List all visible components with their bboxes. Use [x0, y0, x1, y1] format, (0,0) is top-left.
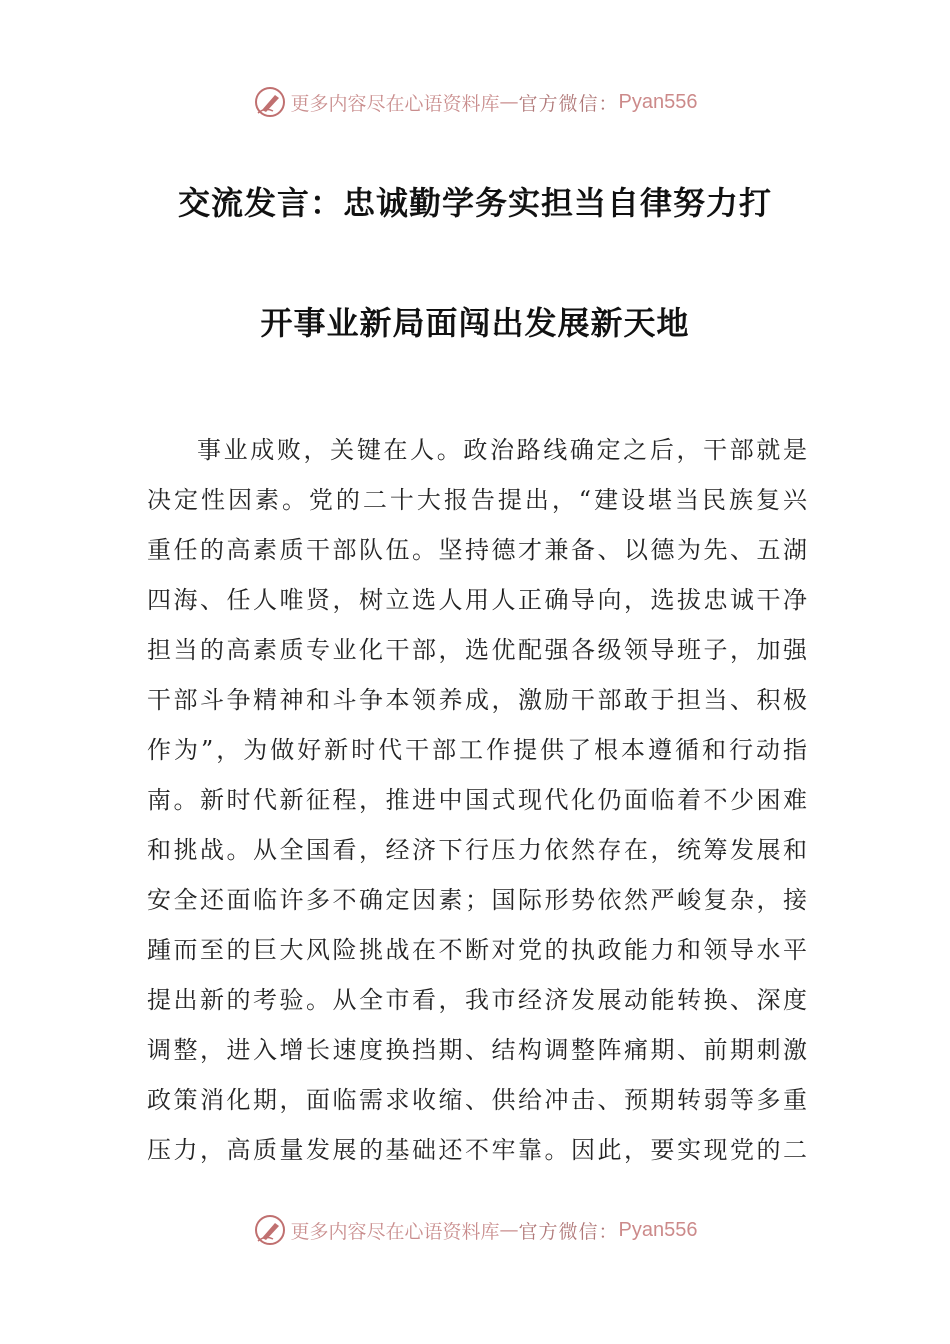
body-line: 四海、任人唯贤，树立选人用人正确导向，选拔忠诚干净 [147, 586, 807, 614]
body-line: 提出新的考验。从全市看，我市经济发展动能转换、深度 [147, 986, 807, 1014]
header-watermark [0, 82, 950, 122]
pen-logo-icon [253, 1213, 287, 1247]
watermark-account: Pyan556 [618, 90, 698, 113]
body-line: 调整，进入增长速度换挡期、结构调整阵痛期、前期刺激 [147, 1036, 807, 1064]
watermark-dash: — [499, 91, 519, 113]
body-line: 决定性因素。党的二十大报告提出，“建设堪当民族复兴 [147, 486, 807, 514]
title-line-1: 交流发言：忠诚勤学务实担当自律努力打 [177, 184, 772, 222]
body-paragraph [147, 428, 807, 1178]
body-line: 事业成败，关键在人。政治路线确定之后，干部就是 [197, 436, 807, 464]
watermark-site: 更多内容尽在心语资料库 [290, 1220, 500, 1243]
body-line: 踵而至的巨大风险挑战在不断对党的执政能力和领导水平 [147, 936, 807, 964]
body-line: 和挑战。从全国看，经济下行压力依然存在，统筹发展和 [147, 836, 807, 864]
footer-watermark [0, 1210, 950, 1250]
body-line: 作为”，为做好新时代干部工作提供了根本遵循和行动指 [147, 736, 807, 764]
watermark-account: Pyan556 [618, 1218, 698, 1241]
body-line: 干部斗争精神和斗争本领养成，激励干部敢于担当、积极 [147, 686, 807, 714]
watermark-wechat-label: 官方微信： [518, 92, 619, 115]
body-line: 南。新时代新征程，推进中国式现代化仍面临着不少困难 [147, 786, 807, 814]
body-line: 压力，高质量发展的基础还不牢靠。因此，要实现党的二 [147, 1136, 807, 1164]
body-line: 重任的高素质干部队伍。坚持德才兼备、以德为先、五湖 [147, 536, 807, 564]
body-line: 安全还面临许多不确定因素；国际形势依然严峻复杂，接 [147, 886, 807, 914]
pen-logo-icon [253, 85, 287, 119]
body-line: 政策消化期，面临需求收缩、供给冲击、预期转弱等多重 [147, 1086, 807, 1114]
title-line-2: 开事业新局面闯出发展新天地 [260, 304, 690, 342]
watermark-dash: — [499, 1219, 519, 1241]
watermark-site: 更多内容尽在心语资料库 [290, 92, 500, 115]
body-line: 担当的高素质专业化干部，选优配强各级领导班子，加强 [147, 636, 807, 664]
watermark-wechat-label: 官方微信： [518, 1220, 619, 1243]
